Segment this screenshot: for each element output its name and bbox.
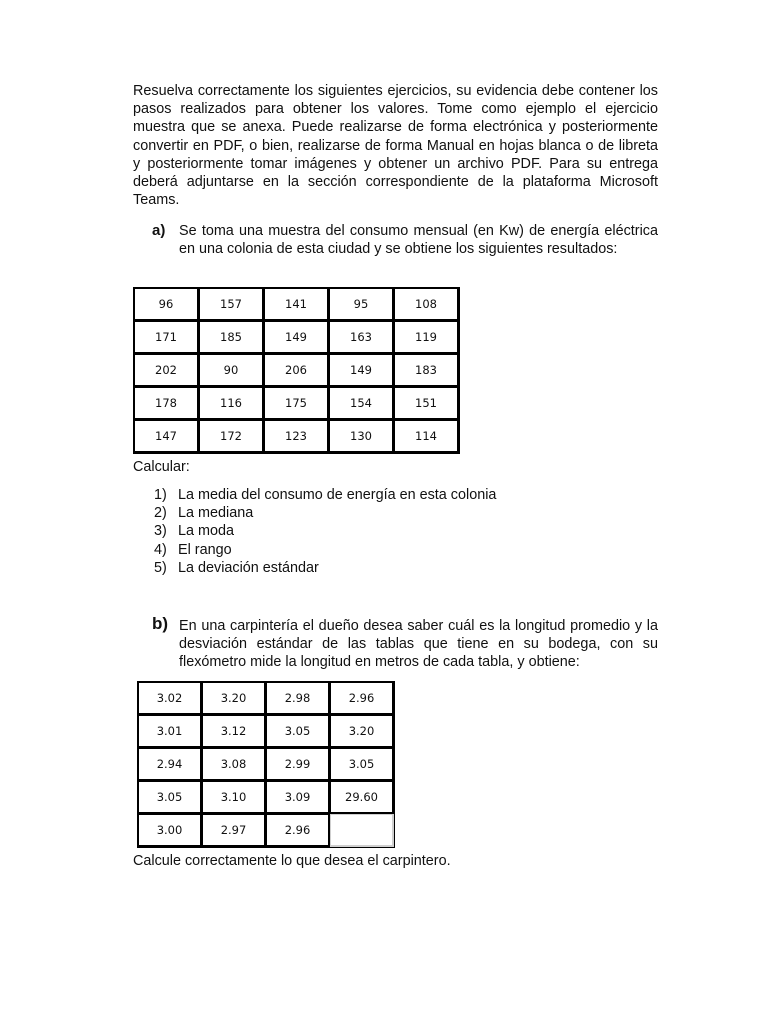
calc-item-number: 1): [154, 487, 167, 503]
energy-table-row: [134, 420, 459, 453]
length-table-cell: 3.09: [266, 781, 330, 814]
board-length-table: [137, 681, 395, 848]
energy-table-cell: 163: [329, 321, 394, 354]
energy-table-cell: 116: [199, 387, 264, 420]
length-table-cell: 2.97: [202, 814, 266, 847]
energy-table-cell: 151: [394, 387, 459, 420]
energy-table-cell: 130: [329, 420, 394, 453]
energy-table-row: [134, 387, 459, 420]
length-table-cell: 3.20: [202, 682, 266, 715]
length-table-cell: 3.12: [202, 715, 266, 748]
length-table-cell: 3.08: [202, 748, 266, 781]
energy-table-cell: 123: [264, 420, 329, 453]
length-table-cell: 3.05: [330, 748, 394, 781]
length-table-cell: 3.05: [266, 715, 330, 748]
length-table-row: [138, 682, 394, 715]
calc-item-text: El rango: [178, 541, 232, 558]
energy-table-cell: 206: [264, 354, 329, 387]
energy-table-cell: 178: [134, 387, 199, 420]
calc-list: [133, 486, 496, 577]
energy-table-cell: 157: [199, 288, 264, 321]
length-table-row: [138, 748, 394, 781]
calc-item-text: La deviación estándar: [178, 559, 319, 576]
exercise-a-letter: a): [152, 222, 166, 239]
length-table-cell: 29.60: [330, 781, 394, 814]
length-table-cell: 3.00: [138, 814, 202, 847]
length-table-cell: [330, 814, 394, 847]
energy-table-cell: 172: [199, 420, 264, 453]
energy-table-cell: 202: [134, 354, 199, 387]
exercise-b-statement: En una carpintería el dueño desea saber cuál es la longitud promedio y la desviación estándar de las tablas que tiene en su bodega, con su flexómetro mide la longitud en metros de cada tabla, y obtiene:: [179, 618, 658, 671]
exercise-a: [152, 222, 658, 258]
energy-table-cell: 175: [264, 387, 329, 420]
length-table-cell: 2.96: [330, 682, 394, 715]
energy-table-cell: 183: [394, 354, 459, 387]
length-table-cell: 3.05: [138, 781, 202, 814]
energy-table-cell: 108: [394, 288, 459, 321]
energy-table-cell: 95: [329, 288, 394, 321]
energy-table-cell: 149: [264, 321, 329, 354]
energy-table-cell: 141: [264, 288, 329, 321]
calc-item-text: La mediana: [178, 505, 254, 522]
instructions-paragraph: Resuelva correctamente los siguientes ejercicios, su evidencia debe contener los pasos realizados para obtener los valores. Tome como ejemplo el ejercicio muestra que se anexa. Puede realizarse de forma electrónica y posteriormente convertir en PDF, o bien, realizarse de forma Manual en hojas blanca o de libreta y posteriormente tomar imágenes y obtener un archivo PDF. Para su entrega deberá adjuntarse en la sección correspondiente de la plataforma Microsoft Teams.: [133, 83, 658, 209]
length-table-cell: 3.10: [202, 781, 266, 814]
closing-sentence: Calcule correctamente lo que desea el carpintero.: [133, 853, 451, 869]
energy-table-cell: 171: [134, 321, 199, 354]
calc-list-item: [133, 522, 496, 540]
energy-table-cell: 119: [394, 321, 459, 354]
length-table-cell: 3.20: [330, 715, 394, 748]
energy-table-cell: 96: [134, 288, 199, 321]
energy-table-cell: 90: [199, 354, 264, 387]
energy-table-row: [134, 354, 459, 387]
length-table-cell: 3.01: [138, 715, 202, 748]
exercise-a-statement: Se toma una muestra del consumo mensual (en Kw) de energía eléctrica en una colonia de esta ciudad y se obtiene los siguientes resultados:: [179, 223, 658, 258]
exercise-b: [152, 614, 658, 672]
calc-list-item: [133, 504, 496, 522]
calc-item-number: 3): [154, 523, 167, 540]
calc-list-item: [133, 559, 496, 577]
calc-label: Calcular:: [133, 459, 190, 475]
length-table-row: [138, 814, 394, 847]
energy-table-cell: 114: [394, 420, 459, 453]
calc-item-text: La moda: [178, 523, 235, 540]
length-table-row: [138, 781, 394, 814]
calc-list-item: [133, 486, 496, 504]
energy-table-cell: 149: [329, 354, 394, 387]
length-table-cell: 2.94: [138, 748, 202, 781]
energy-table-row: [134, 321, 459, 354]
length-table-cell: 2.98: [266, 682, 330, 715]
energy-table-cell: 185: [199, 321, 264, 354]
energy-table-cell: 154: [329, 387, 394, 420]
energy-consumption-table: [133, 287, 460, 454]
length-table-row: [138, 715, 394, 748]
calc-item-number: 4): [154, 541, 167, 558]
energy-table-cell: 147: [134, 420, 199, 453]
calc-item-number: 2): [154, 505, 167, 522]
calc-list-item: [133, 541, 496, 559]
length-table-cell: 2.96: [266, 814, 330, 847]
length-table-cell: 2.99: [266, 748, 330, 781]
calc-item-text: La media del consumo de energía en esta colonia: [178, 487, 497, 503]
length-table-cell: 3.02: [138, 682, 202, 715]
calc-item-number: 5): [154, 559, 167, 576]
energy-table-row: [134, 288, 459, 321]
exercise-b-letter: b): [152, 614, 169, 633]
